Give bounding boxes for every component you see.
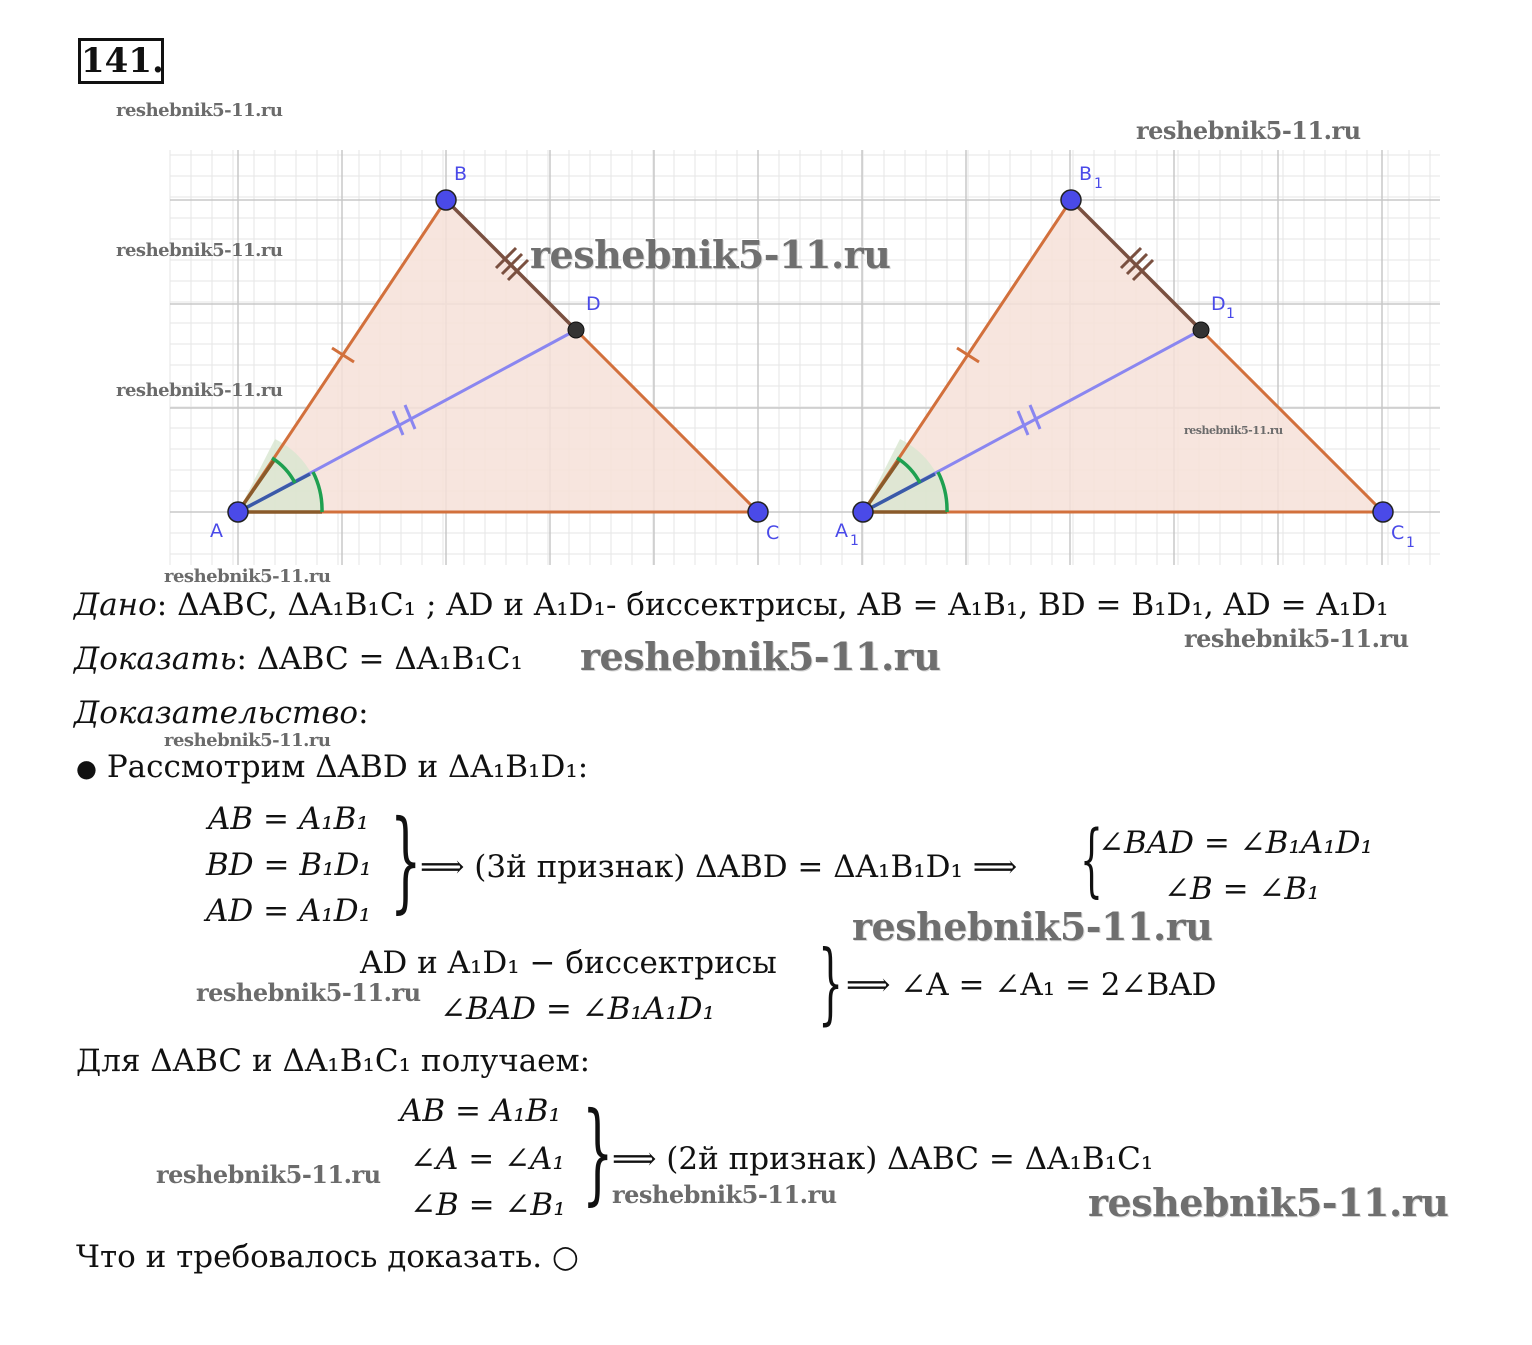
given-text: : ΔABC, ΔA₁B₁C₁ ; AD и A₁D₁- биссектрисы, AB = A₁B₁, BD = B₁D₁, AD = A₁D₁ [156, 587, 1389, 623]
problem-number: 141. [78, 38, 164, 84]
right-label-b: B [1079, 163, 1093, 185]
system1-left-brace: { [1080, 813, 1103, 906]
right-label-sub: 1 [1226, 306, 1235, 322]
system3-line-3: ∠B = ∠B₁ [410, 1187, 566, 1223]
watermark-1: reshebnik5-11.ru [116, 100, 283, 121]
left-label-b: B [454, 163, 468, 185]
left-label-d: D [586, 293, 601, 315]
right-point-a [853, 502, 873, 522]
consider-text: Рассмотрим ΔABD и ΔA₁B₁D₁: [106, 749, 589, 785]
left-point-c [748, 502, 768, 522]
bullet: ● [76, 754, 97, 783]
watermark-5: reshebnik5-11.ru [116, 380, 283, 401]
system3-line-2: ∠A = ∠A₁ [410, 1141, 565, 1177]
watermark-12: reshebnik5-11.ru [196, 978, 421, 1007]
watermark-9: reshebnik5-11.ru [580, 634, 941, 679]
right-label-sub: 1 [850, 533, 859, 549]
system3-result: ⟹ (2й признак) ΔABC = ΔA₁B₁C₁ [612, 1141, 1154, 1177]
proof-header [74, 694, 369, 732]
watermark-4: reshebnik5-11.ru [530, 232, 891, 277]
system3-line-1: AB = A₁B₁ [400, 1093, 561, 1129]
given-line [74, 586, 1389, 624]
right-point-c [1373, 502, 1393, 522]
prove-text: : ΔABC = ΔA₁B₁C₁ [236, 641, 523, 677]
system1-line-3: AD = A₁D₁ [206, 893, 372, 929]
qed-line: Что и требовалось доказать. ○ [76, 1239, 579, 1275]
watermark-13: reshebnik5-11.ru [156, 1160, 381, 1189]
right-point-d [1193, 322, 1209, 338]
right-label-sub: 1 [1406, 535, 1415, 551]
system1-right-brace: } [390, 796, 422, 924]
system1-line-1: AB = A₁B₁ [208, 801, 369, 837]
right-label-d: D [1211, 293, 1226, 315]
watermark-6: reshebnik5-11.ru [1184, 424, 1283, 437]
left-label-a: A [210, 520, 223, 542]
system2-line-1: AD и A₁D₁ − биссектрисы [360, 945, 777, 981]
for-line: Для ΔABC и ΔA₁B₁C₁ получаем: [76, 1043, 591, 1079]
prove-line [74, 640, 523, 678]
system1-result: ⟹ (3й признак) ΔABD = ΔA₁B₁D₁ ⟹ [420, 849, 1018, 885]
watermark-11: reshebnik5-11.ru [852, 904, 1213, 949]
right-label-sub: 1 [1094, 176, 1103, 192]
proof-colon: : [358, 695, 369, 731]
system1-line-2: BD = B₁D₁ [206, 847, 372, 883]
system1-conclusion-2: ∠B = ∠B₁ [1164, 871, 1320, 907]
prove-label: Доказать [74, 641, 237, 677]
proof-label: Доказательство [74, 695, 359, 731]
watermark-7: reshebnik5-11.ru [164, 566, 331, 587]
system3-right-brace: } [582, 1088, 614, 1216]
left-point-a [228, 502, 248, 522]
watermark-3: reshebnik5-11.ru [116, 240, 283, 261]
left-point-d [568, 322, 584, 338]
watermark-2: reshebnik5-11.ru [1136, 116, 1361, 145]
right-point-b [1061, 190, 1081, 210]
system2-line-2: ∠BAD = ∠B₁A₁D₁ [440, 991, 715, 1027]
watermark-14: reshebnik5-11.ru [612, 1180, 837, 1209]
right-label-c: C [1391, 522, 1405, 544]
geometry-figure [0, 0, 1532, 580]
system2-right-brace: } [818, 931, 844, 1034]
left-label-c: C [766, 522, 780, 544]
watermark-10: reshebnik5-11.ru [164, 730, 331, 751]
system2-result: ⟹ ∠A = ∠A₁ = 2∠BAD [846, 967, 1217, 1003]
right-triangle-fill [863, 200, 1383, 512]
system1-conclusion-1: ∠BAD = ∠B₁A₁D₁ [1098, 825, 1373, 861]
watermark-8: reshebnik5-11.ru [1184, 624, 1409, 653]
left-point-b [436, 190, 456, 210]
watermark-15: reshebnik5-11.ru [1088, 1180, 1449, 1225]
consider-line [76, 748, 588, 788]
given-label: Дано [74, 587, 157, 623]
right-label-a: A [835, 520, 848, 542]
